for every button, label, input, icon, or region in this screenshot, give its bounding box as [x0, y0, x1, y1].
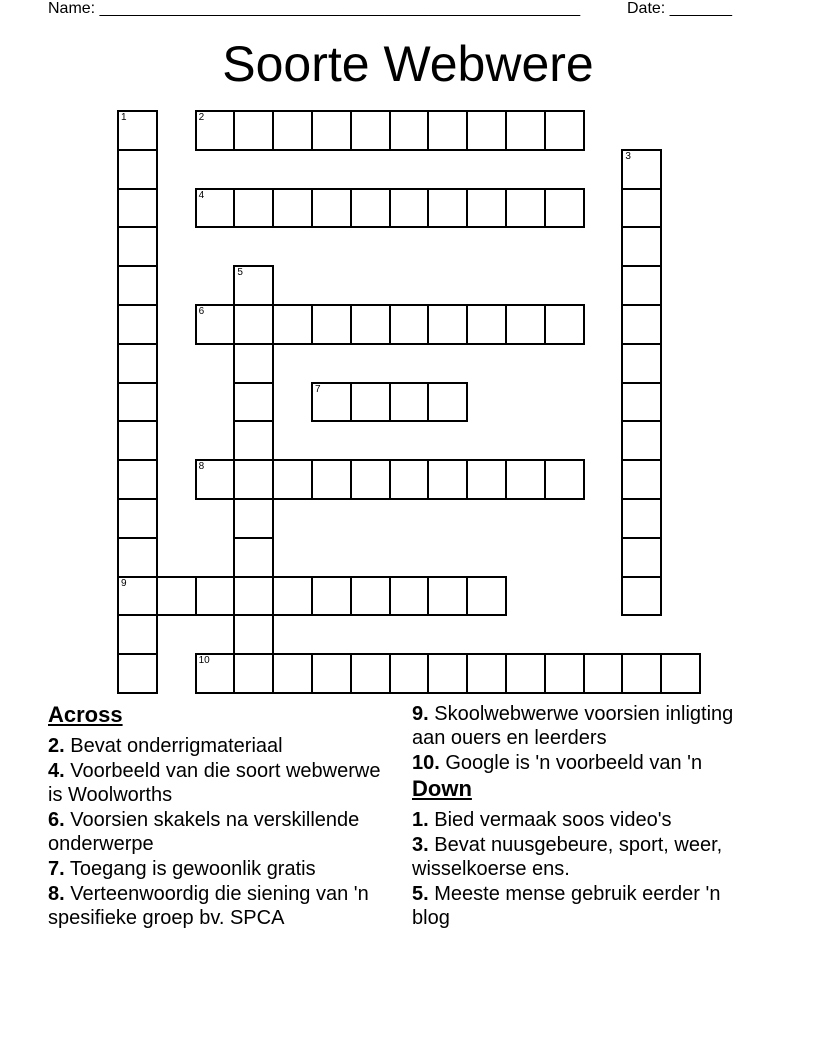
grid-cell[interactable]: [621, 459, 662, 500]
clue-across-7: [48, 857, 388, 881]
grid-cell[interactable]: [195, 459, 236, 500]
grid-cell[interactable]: [233, 265, 274, 306]
grid-cell[interactable]: [350, 653, 391, 694]
grid-cell[interactable]: [505, 653, 546, 694]
clue-down-3: [412, 833, 752, 881]
clue-text: Bied vermaak soos video's: [434, 809, 672, 831]
grid-cell[interactable]: [311, 304, 352, 345]
grid-cell[interactable]: [427, 110, 468, 151]
cell-number: 10: [198, 655, 210, 667]
grid-cell[interactable]: [427, 382, 468, 423]
name-field-label: Name: ______________________________________________________: [48, 0, 581, 17]
clue-number: 4.: [48, 760, 65, 782]
clue-text: Meeste mense gebruik eerder 'n blog: [412, 883, 721, 929]
grid-cell[interactable]: [621, 188, 662, 229]
grid-cell[interactable]: [311, 188, 352, 229]
grid-cell[interactable]: [544, 304, 585, 345]
grid-cell[interactable]: [389, 653, 430, 694]
date-field-label: Date: _______: [627, 0, 732, 17]
grid-cell[interactable]: [350, 110, 391, 151]
grid-cell[interactable]: [621, 226, 662, 267]
cell-number: 4: [198, 189, 205, 201]
grid-cell[interactable]: [233, 382, 274, 423]
grid-cell[interactable]: [427, 459, 468, 500]
grid-cell[interactable]: [117, 576, 158, 617]
clue-across-6: [48, 808, 388, 856]
cell-number: 7: [315, 383, 321, 395]
clue-number: 9.: [412, 703, 429, 725]
grid-cell[interactable]: [544, 188, 585, 229]
clue-number: 10.: [412, 752, 440, 774]
grid-cell[interactable]: [466, 188, 507, 229]
grid-cell[interactable]: [311, 382, 352, 423]
grid-cell[interactable]: [117, 149, 158, 190]
clue-number: 7.: [48, 858, 65, 880]
grid-cell[interactable]: [117, 226, 158, 267]
grid-cell[interactable]: [505, 459, 546, 500]
clue-number: 5.: [412, 883, 429, 905]
grid-cell[interactable]: [621, 498, 662, 539]
grid-cell[interactable]: [621, 576, 662, 617]
grid-cell[interactable]: [233, 188, 274, 229]
clue-down-5: [412, 882, 752, 930]
clues-right-column: [412, 702, 752, 931]
grid-cell[interactable]: [350, 576, 391, 617]
grid-cell[interactable]: [621, 653, 662, 694]
grid-cell[interactable]: [466, 459, 507, 500]
grid-cell[interactable]: [117, 304, 158, 345]
grid-cell[interactable]: [427, 576, 468, 617]
clue-down-1: [412, 808, 752, 832]
grid-cell[interactable]: [117, 614, 158, 655]
down-heading: Down: [412, 776, 472, 801]
grid-cell[interactable]: [621, 304, 662, 345]
clue-text: Voorsien skakels na verskillende onderwerpe: [48, 809, 360, 855]
grid-cell[interactable]: [621, 265, 662, 306]
clue-across-9: [412, 702, 752, 750]
clue-number: 2.: [48, 735, 65, 757]
grid-cell[interactable]: [156, 576, 197, 617]
grid-cell[interactable]: [660, 653, 701, 694]
page-title: Soorte Webwere: [222, 36, 594, 92]
grid-cell[interactable]: [505, 110, 546, 151]
grid-cell[interactable]: [272, 653, 313, 694]
clues-left-column: [48, 702, 388, 931]
grid-cell[interactable]: [544, 653, 585, 694]
grid-cell[interactable]: [350, 459, 391, 500]
grid-cell[interactable]: [233, 420, 274, 461]
grid-cell[interactable]: [195, 110, 236, 151]
grid-cell[interactable]: [621, 149, 662, 190]
across-heading: Across: [48, 702, 123, 727]
clue-text: Voorbeeld van die soort webwerwe is Woolworths: [48, 760, 381, 806]
grid-cell[interactable]: [117, 459, 158, 500]
grid-cell[interactable]: [583, 653, 624, 694]
grid-cell[interactable]: [389, 304, 430, 345]
grid-cell[interactable]: [466, 110, 507, 151]
clue-text: Skoolwebwerwe voorsien inligting aan ouers en leerders: [412, 703, 734, 749]
grid-cell[interactable]: [621, 420, 662, 461]
grid-cell[interactable]: [233, 110, 274, 151]
grid-cell[interactable]: [505, 188, 546, 229]
clue-across-10: [412, 751, 752, 775]
clue-number: 1.: [412, 809, 429, 831]
grid-cell[interactable]: [233, 653, 274, 694]
clue-text: Bevat nuusgebeure, sport, weer, wisselkoerse ens.: [412, 834, 723, 880]
clue-text: Bevat onderrigmateriaal: [70, 735, 283, 757]
grid-cell[interactable]: [311, 110, 352, 151]
grid-cell[interactable]: [427, 304, 468, 345]
grid-cell[interactable]: [466, 304, 507, 345]
grid-cell[interactable]: [389, 459, 430, 500]
grid-cell[interactable]: [466, 653, 507, 694]
clue-across-2: [48, 734, 388, 758]
grid-cell[interactable]: [195, 188, 236, 229]
clue-number: 6.: [48, 809, 65, 831]
grid-cell[interactable]: [350, 382, 391, 423]
grid-cell[interactable]: [389, 576, 430, 617]
grid-cell[interactable]: [621, 343, 662, 384]
clue-text: Verteenwoordig die siening van 'n spesifieke groep bv. SPCA: [48, 883, 369, 929]
grid-cell[interactable]: [233, 498, 274, 539]
grid-cell[interactable]: [544, 110, 585, 151]
clue-number: 8.: [48, 883, 65, 905]
grid-cell[interactable]: [544, 459, 585, 500]
grid-cell[interactable]: [427, 188, 468, 229]
cell-number: 9: [121, 577, 127, 589]
grid-cell[interactable]: [311, 459, 352, 500]
grid-cell[interactable]: [272, 459, 313, 500]
grid-cell[interactable]: [233, 576, 274, 617]
grid-cell[interactable]: [621, 382, 662, 423]
cell-number: 3: [625, 150, 631, 162]
grid-cell[interactable]: [117, 498, 158, 539]
grid-cell[interactable]: [233, 304, 274, 345]
grid-cell[interactable]: [233, 537, 274, 578]
clue-text: Toegang is gewoonlik gratis: [69, 858, 316, 880]
grid-cell[interactable]: [427, 653, 468, 694]
grid-cell[interactable]: [195, 304, 236, 345]
grid-cell[interactable]: [389, 110, 430, 151]
cell-number: 2: [198, 112, 205, 123]
grid-cell[interactable]: [233, 614, 274, 655]
cell-number: 5: [237, 267, 243, 279]
grid-cell[interactable]: [505, 304, 546, 345]
grid-cell[interactable]: [195, 576, 236, 617]
grid-cell[interactable]: [311, 576, 352, 617]
grid-cell[interactable]: [195, 653, 236, 694]
clue-across-4: [48, 759, 388, 807]
grid-cell[interactable]: [350, 188, 391, 229]
grid-cell[interactable]: [466, 576, 507, 617]
grid-cell[interactable]: [117, 420, 158, 461]
grid-cell[interactable]: [117, 343, 158, 384]
grid-cell[interactable]: [117, 653, 158, 694]
cell-number: 6: [198, 306, 205, 317]
grid-cell[interactable]: [389, 188, 430, 229]
grid-cell[interactable]: [621, 537, 662, 578]
cell-number: 1: [121, 112, 127, 123]
grid-cell[interactable]: [389, 382, 430, 423]
grid-cell[interactable]: [117, 188, 158, 229]
clue-across-8: [48, 882, 388, 930]
grid-cell[interactable]: [272, 576, 313, 617]
grid-cell[interactable]: [233, 459, 274, 500]
grid-cell[interactable]: [311, 653, 352, 694]
grid-cell[interactable]: [117, 265, 158, 306]
grid-cell[interactable]: [272, 188, 313, 229]
cell-number: 8: [198, 461, 205, 473]
grid-cell[interactable]: [272, 304, 313, 345]
clue-number: 3.: [412, 834, 429, 856]
grid-cell[interactable]: [117, 110, 158, 151]
clue-text: Google is 'n voorbeeld van 'n: [445, 752, 703, 774]
grid-cell[interactable]: [117, 537, 158, 578]
grid-cell[interactable]: [117, 382, 158, 423]
grid-cell[interactable]: [272, 110, 313, 151]
grid-cell[interactable]: [233, 343, 274, 384]
grid-cell[interactable]: [350, 304, 391, 345]
